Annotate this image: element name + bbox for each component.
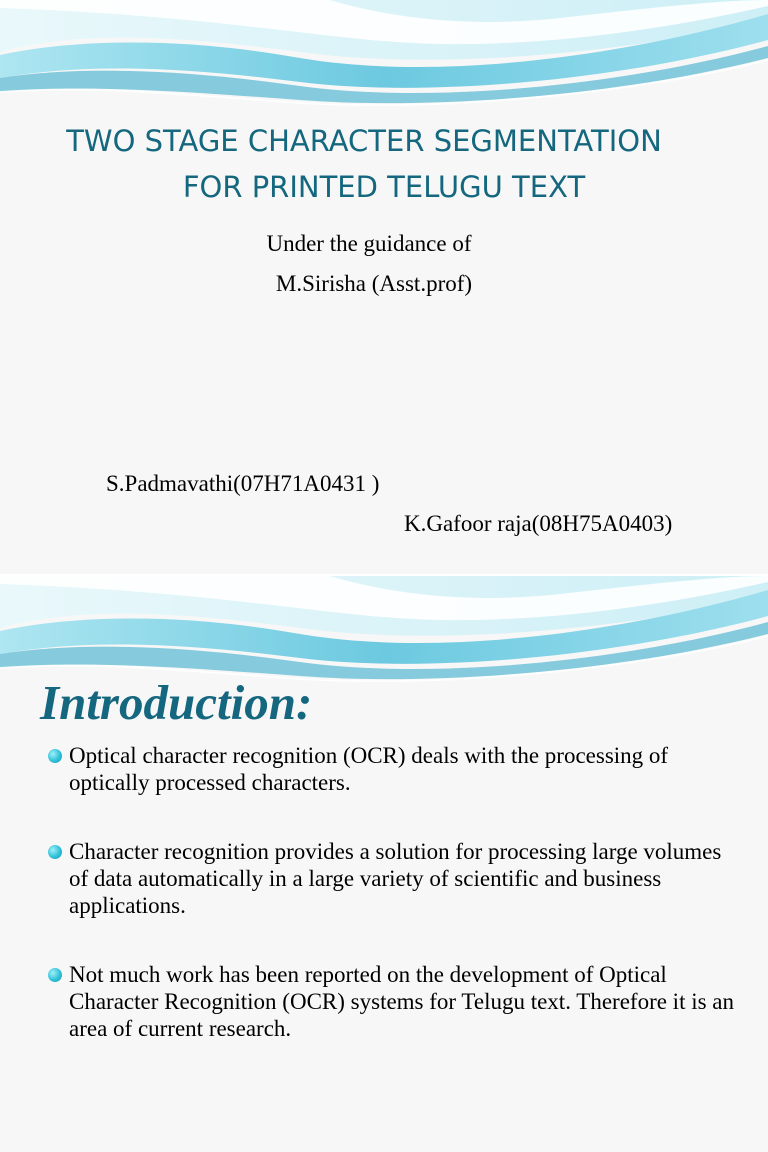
member-name: K.Gafoor raja(08H75A0403) [404,511,673,536]
member-name: S.Padmavathi(07H71A0431 ) [106,471,380,496]
cyan-circle-bullet-icon [48,845,62,859]
list-item [48,742,738,796]
title-line-2: FOR PRINTED TELUGU TEXT [182,170,586,204]
slide-separator [0,574,768,576]
list-item [48,961,738,1042]
member-row [60,424,673,536]
introduction-slide [0,576,768,1152]
bullet-list [48,742,738,1084]
bullet-text: Not much work has been reported on the development of Optical Character Recognition (OCR) systems for Telugu text. Therefore it is an area of current research. [69,962,735,1041]
guidance-label: Under the guidance of [266,231,472,256]
guide-name: M.Sirisha (Asst.prof) [275,271,473,296]
guidance-block [0,224,768,304]
wave-header-decoration [0,576,768,686]
wave-header-decoration [0,0,768,110]
slide-title [0,118,768,210]
list-item [48,838,738,919]
bullet-text: Optical character recognition (OCR) deals with the processing of optically processed characters. [69,743,669,795]
bullet-text: Character recognition provides a solution for processing large volumes of data automatically in a large variety of scientific and business applications. [69,839,722,918]
cyan-circle-bullet-icon [48,749,62,763]
title-line-1: TWO STAGE CHARACTER SEGMENTATION [66,124,662,158]
section-heading: Introduction: [40,675,313,730]
cyan-circle-bullet-icon [48,968,62,982]
